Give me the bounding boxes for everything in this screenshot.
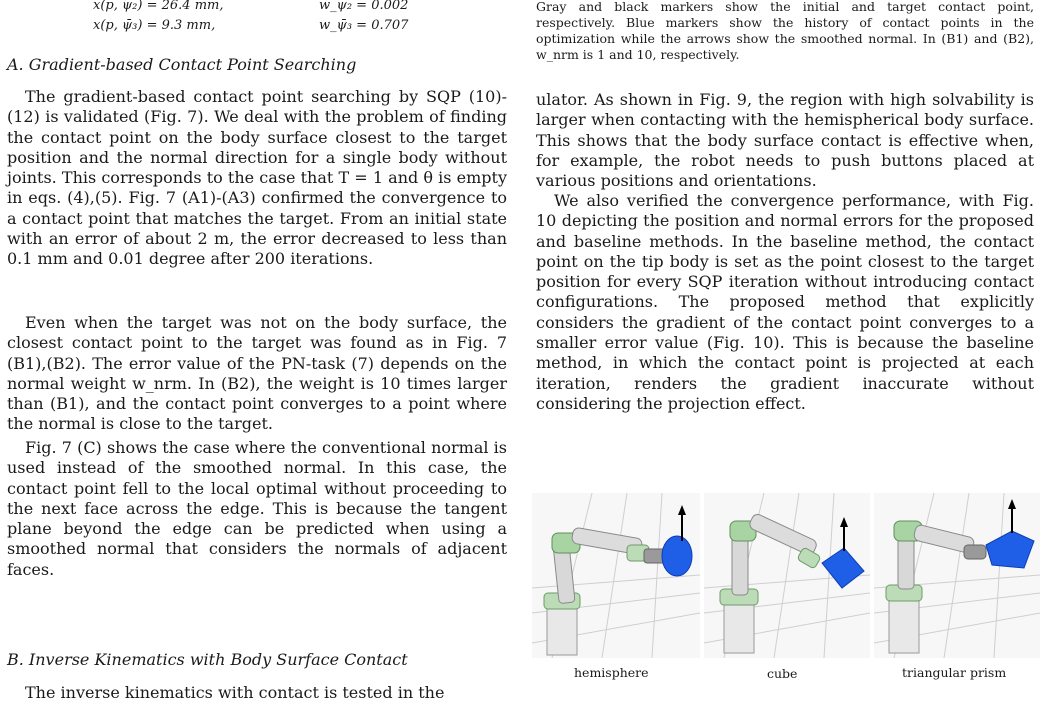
figure-label-hemisphere: hemisphere bbox=[574, 665, 649, 680]
robot-hemisphere-image bbox=[532, 493, 700, 658]
paragraph-a1: The gradient-based contact point searching by SQP (10)-(12) is validated (Fig. 7). We deal with the problem of finding the contact point on the body surface closest to the target position and the normal direction for a single body without joints. This corresponds to the case that T = 1 and θ is empty in eqs. (4),(5). Fig. 7 (A1)-(A3) confirmed the convergence to a contact point that matches the target. From an initial state with an error of about 2 m, the error decreased to less than 0.1 mm and 0.01 degree after 200 iterations. bbox=[7, 87, 507, 269]
figure-panel-cube bbox=[704, 493, 870, 658]
section-a-heading: A. Gradient-based Contact Point Searching bbox=[7, 55, 357, 74]
equation-line-2-right: w_ψ̄₃ = 0.707 bbox=[319, 18, 409, 33]
equation-line-1-right: w_ψ̄₂ = 0.002 bbox=[319, 0, 409, 13]
figure-caption-tail: Gray and black markers show the initial and target contact point, respectively. Blue markers show the history of contact points in the optimization while the arrows show the smoothed normal. In (B1) and (B2), w_nrm is 1 and 10, respectively. bbox=[536, 0, 1034, 62]
equation-line-2-left: x(p, ψ̄₃) = 9.3 mm, bbox=[93, 18, 216, 33]
paragraph-r2: We also verified the convergence performance, with Fig. 10 depicting the position and normal errors for the proposed and baseline methods. In the baseline method, the contact point on the tip body is set as the point closest to the target position for every SQP iteration without introducing contact configurations. The proposed method that explicitly considers the gradient of the contact point converges to a smaller error value (Fig. 10). This is because the baseline method, in which the contact point is projected at each iteration, renders the gradient inaccurate without considering the projection effect. bbox=[536, 191, 1034, 413]
partial-paragraph-line: The inverse kinematics with contact is tested in the bbox=[25, 683, 445, 702]
figure-label-cube: cube bbox=[767, 666, 798, 681]
figure-panel-triangular-prism bbox=[874, 493, 1040, 658]
equation-line-1-left: x(p, ψ̄₂) = 26.4 mm, bbox=[93, 0, 224, 13]
robot-prism-image bbox=[874, 493, 1040, 658]
figure-panel-hemisphere bbox=[532, 493, 700, 658]
figure-label-triangular-prism: triangular prism bbox=[902, 665, 1007, 680]
paragraph-a3: Fig. 7 (C) shows the case where the conventional normal is used instead of the smoothed normal. In this case, the contact point fell to the local optimal without proceeding to the next face across the edge. This is because the tangent plane beyond the edge can be predicted when using a smoothed normal that considers the normals of adjacent faces. bbox=[7, 438, 507, 579]
robot-cube-image bbox=[704, 493, 870, 658]
section-b-heading: B. Inverse Kinematics with Body Surface Contact bbox=[7, 650, 408, 669]
paragraph-a2: Even when the target was not on the body surface, the closest contact point to the target was found as in Fig. 7 (B1),(B2). The error value of the PN-task (7) depends on the normal weight w_nrm. In (B2), the weight is 10 times larger than (B1), and the contact point converges to a point where the normal is close to the target. bbox=[7, 313, 507, 434]
paragraph-r1: ulator. As shown in Fig. 9, the region with high solvability is larger when contacting with the hemispherical body surface. This shows that the body surface contact is effective when, for example, the robot needs to push buttons placed at various positions and orientations. bbox=[536, 90, 1034, 191]
